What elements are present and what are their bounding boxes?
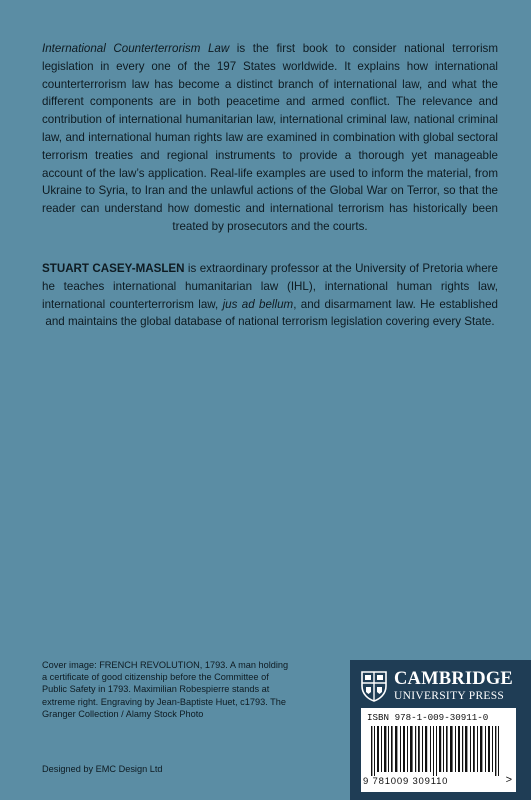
isbn-label: ISBN 978-1-009-30911-0 — [367, 712, 489, 723]
book-title: International Counterterrorism Law — [42, 42, 230, 55]
cambridge-shield-icon — [360, 670, 388, 702]
author-name: STUART CASEY-MASLEN — [42, 262, 185, 275]
author-bio — [42, 260, 498, 331]
barcode-box — [361, 708, 516, 792]
description-text: is the first book to consider national terrorism legislation in every one of the 197 States worldwide. It explains how international counterterrorism law has become a distinct branch of international law, and what the different components are in both peacetime and armed conflict. The relevance and contribution of international humanitarian law, international criminal law, national criminal law, and international human rights law are examined in combination with global sectoral terrorism treaties and regional instruments to provide a thorough yet manageable account of the law’s application. Real-life examples are used to inform the material, from Ukraine to Syria, to Iran and the unlawful actions of the Global War on Terror, so that the reader can understand how domestic and international terrorism has historically been treated by prosecutors and the courts. — [42, 42, 498, 233]
barcode-digits: 9 781009 309110 — [363, 776, 449, 787]
barcode-arrow: > — [505, 774, 512, 786]
barcode-bars — [367, 726, 507, 776]
designer-credit: Designed by EMC Design Ltd — [42, 764, 163, 774]
book-description — [42, 40, 498, 236]
bio-text-after: , and disarmament law. He established and maintains the global database of national terrorism legislation covering every State. — [45, 297, 498, 329]
cover-image-credit: Cover image: FRENCH REVOLUTION, 1793. A man holding a certificate of good citizenship before the Committee of Public Safety in 1793. Maximilian Robespierre stands at extreme right. Engraving by Jean-Baptiste Huet, c1793. The Granger Collection / Alamy Stock Photo — [42, 660, 289, 719]
bio-text-before: is extraordinary professor at the University of Pretoria where he teaches international humanitarian law (IHL), international human rights law, international counterterrorism law, — [42, 262, 498, 311]
publisher-subtitle: UNIVERSITY PRESS — [394, 690, 505, 702]
bio-italic: jus ad bellum — [222, 297, 294, 311]
publisher-name: CAMBRIDGE — [394, 669, 513, 689]
